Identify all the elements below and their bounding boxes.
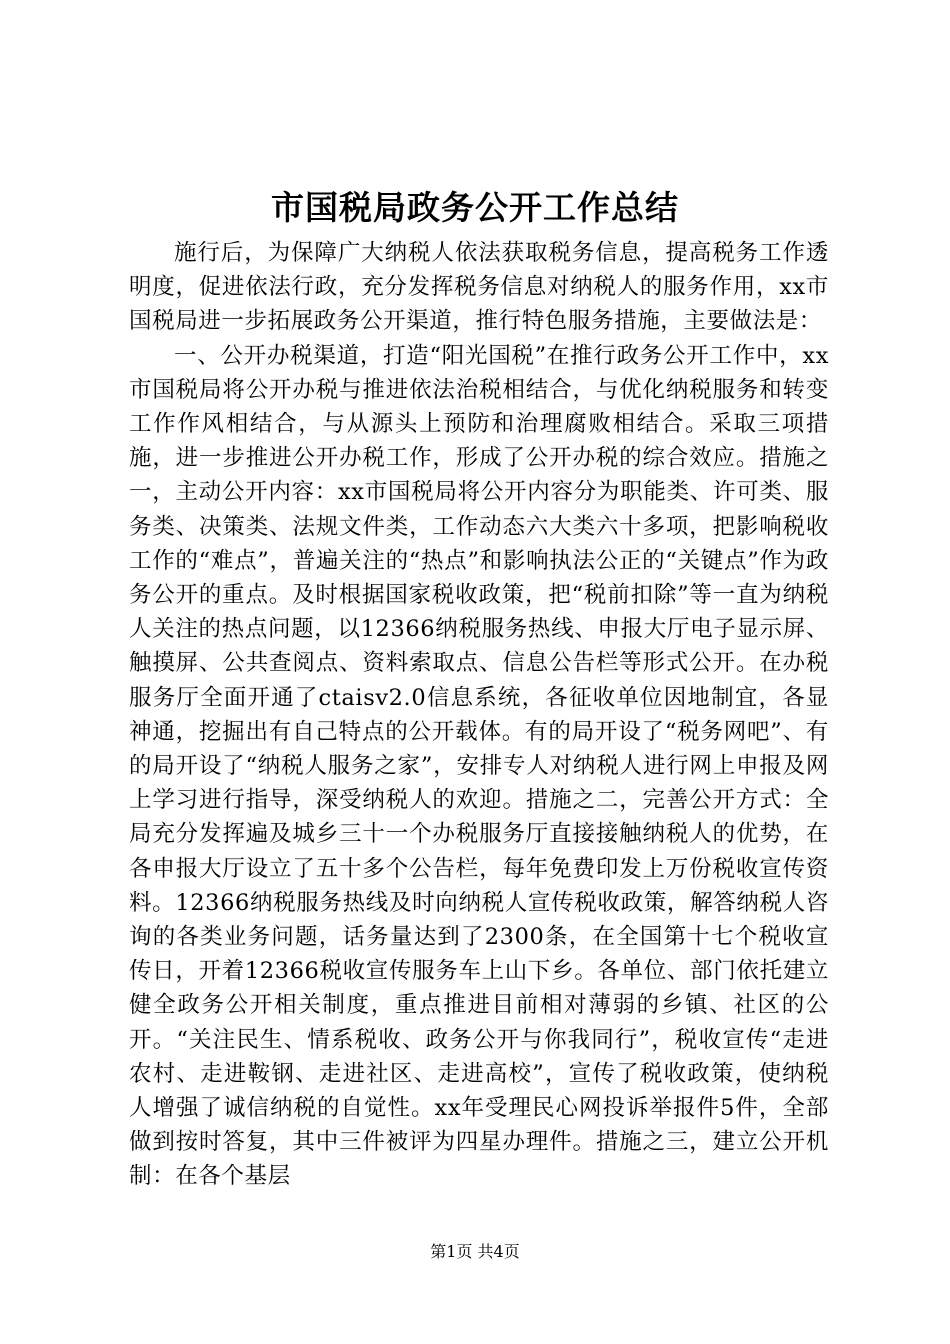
document-title: 市国税局政务公开工作总结 bbox=[271, 188, 679, 227]
page-footer: 第1页 共4页 bbox=[430, 1242, 520, 1261]
paragraph-section-1: 一、公开办税渠道，打造“阳光国税”在推行政务公开工作中，xx市国税局将公开办税与推进依法治税相结合，与优化纳税服务和转变工作作风相结合，与从源头上预防和治理腐败相结合。采取三项措施，进一步推进公开办税工作，形成了公开办税的综合效应。措施之一，主动公开内容：xx市国税局将公开内容分为职能类、许可类、服务类、决策类、法规文件类，工作动态六大类六十多项，把影响税收工作的“难点”，普遍关注的“热点”和影响执法公正的“关键点”作为政务公开的重点。及时根据国家税收政策，把“税前扣除”等一直为纳税人关注的热点问题，以12366纳税服务热线、申报大厅电子显示屏、触摸屏、公共查阅点、资料索取点、信息公告栏等形式公开。在办税服务厅全面开通了ctaisv2.0信息系统，各征收单位因地制宜，各显神通，挖掘出有自己特点的公开载体。有的局开设了“税务网吧”、有的局开设了“纳税人服务之家”，安排专人对纳税人进行网上申报及网上学习进行指导，深受纳税人的欢迎。措施之二，完善公开方式：全局充分发挥遍及城乡三十一个办税服务厅直接接触纳税人的优势，在各申报大厅设立了五十多个公告栏，每年免费印发上万份税收宣传资料。12366纳税服务热线及时向纳税人宣传税收政策，解答纳税人咨询的各类业务问题，话务量达到了2300条，在全国第十七个税收宣传日，开着12366税收宣传服务车上山下乡。各单位、部门依托建立健全政务公开相关制度，重点推进目前相对薄弱的乡镇、社区的公开。“关注民生、情系税收、政务公开与你我同行”，税收宣传“走进农村、走进鞍钢、走进社区、走进高校”，宣传了税收政策，使纳税人增强了诚信纳税的自觉性。xx年受理民心网投诉举报件5件，全部做到按时答复，其中三件被评为四星办理件。措施之三，建立公开机制：在各个基层 bbox=[129, 342, 829, 1190]
paragraph-intro: 施行后，为保障广大纳税人依法获取税务信息，提高税务工作透明度，促进依法行政，充分发挥税务信息对纳税人的服务作用，xx市国税局进一步拓展政务公开渠道，推行特色服务措施，主要做法是： bbox=[129, 240, 829, 335]
document-body bbox=[129, 236, 829, 1194]
